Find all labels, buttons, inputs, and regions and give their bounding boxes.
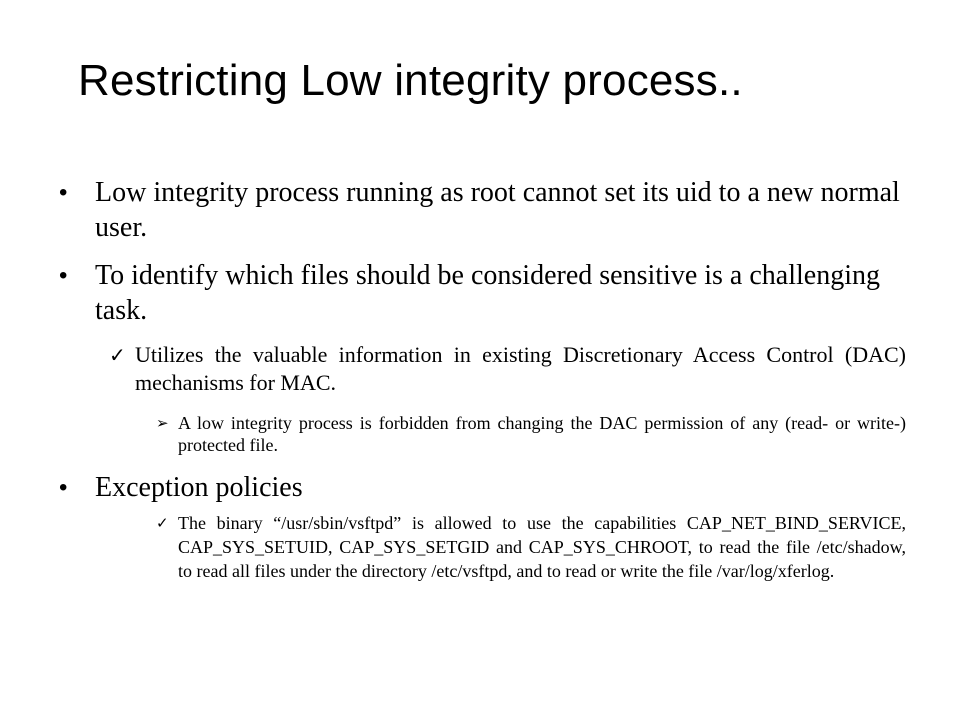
bullet-icon: • <box>59 262 68 289</box>
slide-title: Restricting Low integrity process.. <box>78 56 743 105</box>
bullet-item <box>59 175 910 245</box>
bullet-text: Exception policies <box>95 472 303 503</box>
bullet-item <box>59 258 910 328</box>
arrow-bullet-icon: ➢ <box>156 414 169 432</box>
checkmark-icon: ✓ <box>156 514 169 532</box>
sub-bullet-item <box>109 341 906 397</box>
bullet-icon: • <box>59 474 68 501</box>
sub-bullet-item <box>156 511 906 583</box>
bullet-item <box>59 470 910 505</box>
bullet-icon: • <box>59 179 68 206</box>
sub-bullet-text: The binary “/usr/sbin/vsftpd” is allowed to use the capabilities CAP_NET_BIND_SERVICE, CAP_SYS_SETUID, CAP_SYS_SETGID and CAP_SYS_CHROOT, to read the file /etc/shadow, to read all files under the directory /etc/vsftpd, and to read or write the file /var/log/xferlog. <box>178 513 906 581</box>
sub-sub-bullet-text: A low integrity process is forbidden from changing the DAC permission of any (read- or write-) protected file. <box>178 413 906 455</box>
checkmark-icon: ✓ <box>109 343 126 367</box>
sub-bullet-text: Utilizes the valuable information in existing Discretionary Access Control (DAC) mechanisms for MAC. <box>135 342 906 395</box>
bullet-text: To identify which files should be considered sensitive is a challenging task. <box>95 260 880 326</box>
bullet-text: Low integrity process running as root cannot set its uid to a new normal user. <box>95 177 900 243</box>
sub-sub-bullet-item <box>156 412 906 456</box>
